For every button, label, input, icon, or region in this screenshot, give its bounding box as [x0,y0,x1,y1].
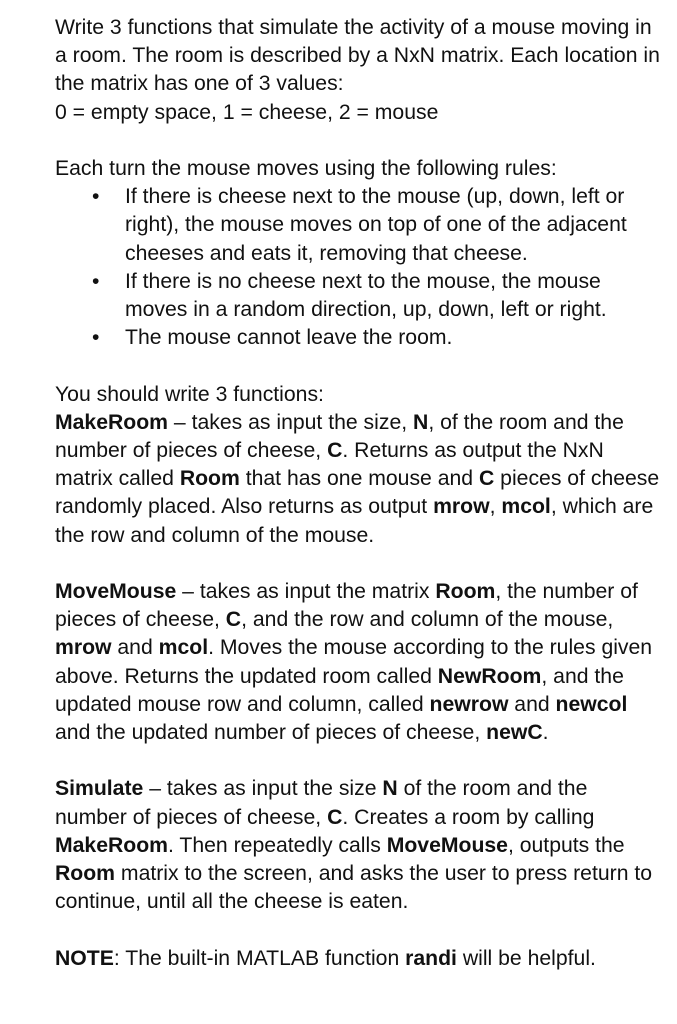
bullet-icon: • [92,326,100,350]
intro-paragraph [55,14,663,127]
intro-text: Write 3 functions that simulate the activity of a mouse moving in a room. The room is described by a NxN matrix. Each location in the matrix has one of 3 values: [55,16,660,96]
rules-list [55,183,663,352]
rule-item-room-bounds: • The mouse cannot leave the room. [55,324,663,352]
value-legend: 0 = empty space, 1 = cheese, 2 = mouse [55,100,439,124]
note-label: NOTE [55,946,114,970]
movemouse-name: MoveMouse [55,580,177,604]
bullet-icon: • [92,185,100,209]
simulate-description: Simulate – takes as input the size N of the room and the number of pieces of cheese, C. Creates a room by calling MakeRoom. Then repeatedly calls MoveMouse, outputs the Room matrix to the screen, and asks the user to press return to continue, until all the cheese is eaten. [55,777,653,914]
rule-item-cheese-adjacent: • If there is cheese next to the mouse (up, down, left or right), the mouse moves on top of one of the adjacent cheeses and eats it, removing that cheese. [92,185,627,265]
bullet-icon: • [92,269,100,293]
note-paragraph: NOTE: The built-in MATLAB function randi will be helpful. [55,946,596,970]
movemouse-description: MoveMouse – takes as input the matrix Room, the number of pieces of cheese, C, and the row and column of the mouse, mrow and mcol. Moves the mouse according to the rules given above. Returns the updated room called NewRoom, and the updated mouse row and column, called newrow and newcol and the updated number of pieces of cheese, newC. [55,580,653,745]
makeroom-description: MakeRoom – takes as input the size, N, of the room and the number of pieces of cheese, C. Returns as output the NxN matrix called Room that has one mouse and C pieces of cheese randomly placed. Also returns as output mrow, mcol, which are the row and column of the mouse. [55,410,660,547]
rules-heading: Each turn the mouse moves using the following rules: [55,157,557,180]
rule-item-random-move: • If there is no cheese next to the mouse, the mouse moves in a random direction, up, down, left or right. [92,269,607,322]
makeroom-name: MakeRoom [55,410,169,434]
randi-function: randi [405,946,457,970]
functions-intro: You should write 3 functions: [55,382,324,406]
simulate-name: Simulate [55,777,144,801]
